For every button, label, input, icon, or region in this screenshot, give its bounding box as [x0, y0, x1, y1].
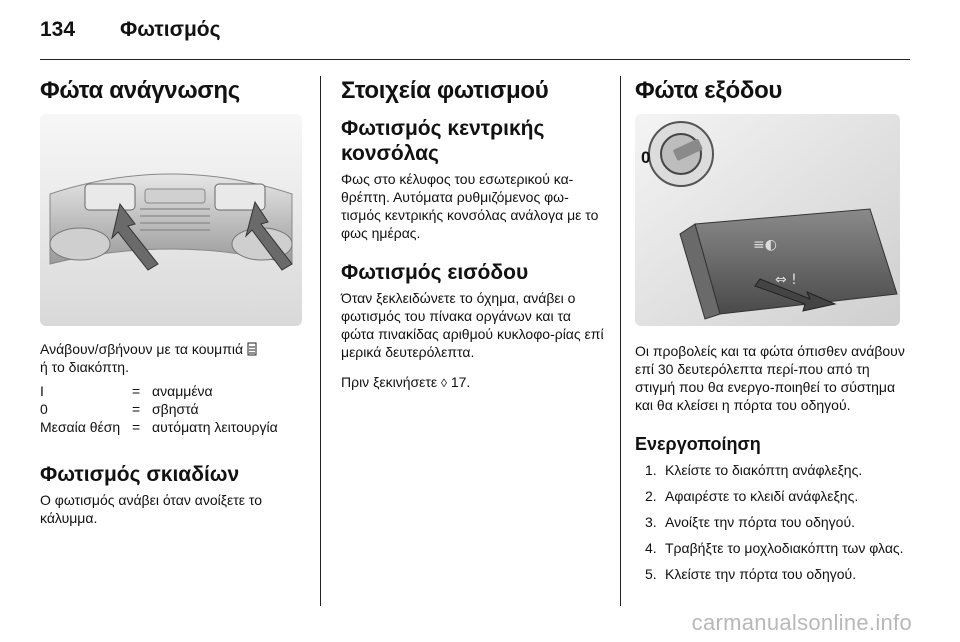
table-row	[40, 382, 302, 400]
step-text: Τραβήξτε το μοχλοδιακόπτη των φλας.	[665, 540, 904, 556]
page-title: Φωτισμός	[120, 18, 221, 41]
step-text: Ανοίξτε την πόρτα του οδηγού.	[665, 514, 856, 530]
ref-text: Πριν ξεκινήσετε	[341, 374, 438, 390]
list-item	[635, 461, 905, 479]
definition: αναμμένα	[152, 383, 213, 399]
section-heading: Φώτα ανάγνωσης	[40, 77, 240, 104]
subsection-heading: Φωτισμός κεντρικής κονσόλας	[341, 117, 545, 165]
term: I	[40, 383, 44, 399]
reading-lights-figure	[40, 114, 302, 326]
equals: =	[132, 401, 141, 417]
column-lighting-features	[341, 76, 606, 392]
paragraph: Όταν ξεκλειδώνετε το όχημα, ανάβει ο φωτισμός του πίνακα οργάνων και τα φώτα πινακίδας αριθμού κυκλοφο-ρίας επί μερικά δευτερόλεπτα.	[341, 290, 604, 360]
definition: αυτόματη λειτουργία	[152, 419, 278, 435]
page-reference-link[interactable]: 17.	[450, 374, 471, 390]
svg-text:≡◐: ≡◐	[753, 237, 777, 253]
term: 0	[40, 401, 48, 417]
reading-lights-illustration	[40, 114, 302, 326]
table-row	[40, 400, 302, 418]
subsection-heading: Ενεργοποίηση	[635, 434, 761, 454]
equals: =	[132, 383, 141, 399]
list-item	[635, 513, 905, 531]
column-reading-lights	[40, 76, 302, 527]
step-number: 5.	[645, 566, 657, 582]
buttons-description	[40, 340, 302, 376]
step-number: 3.	[645, 514, 657, 530]
step-text: Κλείστε το διακόπτη ανάφλεξης.	[665, 462, 863, 478]
paragraph: Οι προβολείς και τα φώτα όπισθεν ανάβουν επί 30 δευτερόλεπτα περί-που από τη στιγμή που θα ενεργο-ποιηθεί το σύστημα και θα κλείσει η πόρτα του οδηγού.	[635, 343, 905, 413]
step-text: Κλείστε την πόρτα του οδηγού.	[665, 566, 857, 582]
list-item	[635, 539, 905, 557]
exit-lights-figure	[635, 114, 900, 326]
reference-arrow-icon: ◊	[441, 376, 447, 390]
subsection-heading: Φωτισμός εισόδου	[341, 261, 529, 284]
step-number: 1.	[645, 462, 657, 478]
list-item	[635, 487, 905, 505]
definition: σβηστά	[152, 401, 199, 417]
step-text: Αφαιρέστε το κλειδί ανάφλεξης.	[665, 488, 859, 504]
section-heading: Φώτα εξόδου	[635, 77, 783, 104]
step-number: 2.	[645, 488, 657, 504]
svg-text:⇔ !: ⇔ !	[775, 272, 797, 288]
page-number: 134	[40, 18, 76, 41]
buttons-text-cont: ή το διακόπτη.	[40, 359, 129, 375]
page-header	[40, 18, 910, 48]
list-item	[635, 565, 905, 583]
paragraph: Φως στο κέλυφος του εσωτερικού κα-θρέπτη. Αυτόματα ρυθμιζόμενος φω-τισμός κεντρικής κονσόλας ανάλογα με το φως ημέρας.	[341, 171, 599, 241]
watermark: carmanualsonline.info	[691, 610, 912, 635]
turn-signal-lever-illustration	[635, 114, 900, 326]
equals: =	[132, 419, 141, 435]
buttons-text: Ανάβουν/σβήνουν με τα κουμπιά	[40, 341, 244, 357]
reading-light-icon	[247, 342, 257, 356]
subsection-heading: Φωτισμός σκιαδίων	[40, 463, 240, 486]
term: Μεσαία θέση	[40, 419, 121, 435]
column-divider	[320, 76, 321, 606]
switch-positions-table	[40, 382, 302, 436]
cross-reference	[341, 373, 606, 392]
paragraph: Ο φωτισμός ανάβει όταν ανοίξετε το κάλυμμα.	[40, 492, 263, 526]
figure-label-0: 0	[641, 148, 651, 167]
step-number: 4.	[645, 540, 657, 556]
section-heading: Στοιχεία φωτισμού	[341, 77, 549, 104]
column-exit-lights	[635, 76, 905, 591]
activation-steps	[635, 461, 905, 583]
table-row	[40, 418, 302, 436]
header-rule	[40, 59, 910, 60]
column-divider	[620, 76, 621, 606]
